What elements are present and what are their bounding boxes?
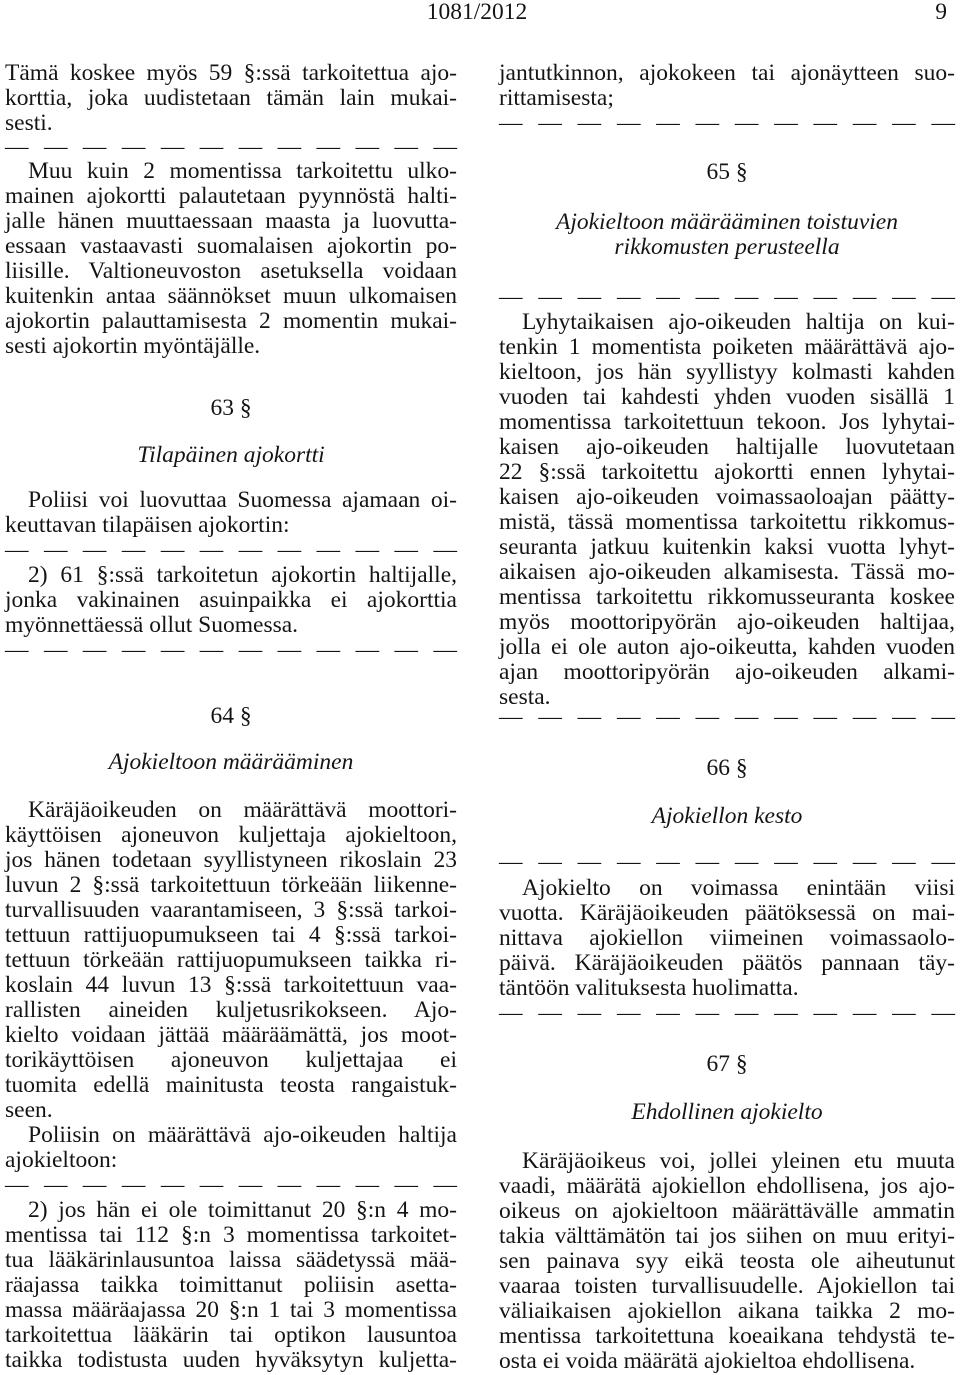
text-line: nittava ajokiellon viimeinen voimassaolo- [499, 924, 955, 951]
text-line: tuomita edellä mainitusta teosta rangaistuk- [5, 1071, 457, 1098]
text-line: takia välttämätön tai jos siihen on muu erityi- [499, 1222, 955, 1249]
section-number: 67 § [706, 1050, 748, 1077]
text-line: tua lääkärinlausuntoa laissa säädetyssä mää- [5, 1246, 457, 1273]
omission-mark: — — — — — — — — — — — — [499, 999, 955, 1026]
paragraph [499, 1149, 955, 1374]
section-title [5, 443, 457, 468]
section-title-line: Ajokieltoon määrääminen toistuvien [555, 208, 898, 235]
text-line: 2) 61 §:ssä tarkoitetun ajokortin haltijalle, [28, 561, 457, 588]
text-line: mentissa tarkoitettu rikkomusseuranta koskee [499, 583, 955, 610]
text-line: koslain 44 luvun 13 §:ssä tarkoitettuun vaa- [5, 971, 457, 998]
section-title [499, 1100, 955, 1125]
text-line: Poliisi voi luovuttaa Suomessa ajamaan oi- [28, 486, 457, 513]
text-line: aikaisen ajo-oikeuden alkamisesta. Tässä mo- [499, 558, 955, 585]
text-line: kaisen ajo-oikeuden voimassaoloajan päätty- [499, 483, 955, 510]
text-line: liisille. Valtioneuvoston asetuksella voidaan [5, 257, 457, 284]
text-line: Käräjäoikeuden on määrättävä moottori- [28, 796, 457, 823]
document-number: 1081/2012 [426, 0, 528, 25]
section-title-line: Ehdollinen ajokielto [631, 1098, 823, 1125]
text-line: taikka todistusta uuden hyväksytyn kuljetta- [5, 1346, 457, 1373]
omission-mark: — — — — — — — — — — — — [5, 1171, 457, 1198]
paragraph [5, 1123, 457, 1173]
text-line: sesta. [499, 683, 551, 710]
text-line: sesti ajokortin myöntäjälle. [5, 332, 261, 359]
paragraph [499, 876, 955, 1001]
text-line: tarkoitettua lääkärin tai optikon lausuntoa [5, 1321, 457, 1348]
text-line: ajokortin palauttamisesta 2 momentin mukai- [5, 307, 457, 334]
list-item [5, 1198, 457, 1373]
text-line: mentissa tarkoitettuna koeaikana tehdystä te- [499, 1322, 955, 1349]
page-number: 9 [935, 0, 947, 25]
text-line: 2) jos hän ei ole toimittanut 20 §:n 4 mo- [28, 1196, 457, 1223]
text-line: vaaraa toisten turvallisuudelle. Ajokiellon tai [499, 1272, 955, 1299]
text-line: jonka vakinainen asuinpaikka ei ajokorttia [5, 586, 457, 613]
text-line: seuranta jatkuu kuitenkin kaksi vuotta lyhyt- [499, 533, 955, 560]
text-line: vuotta. Käräjäoikeuden päätöksessä on mai- [499, 899, 955, 926]
section-number: 64 § [210, 702, 252, 729]
text-line: seen. [5, 1096, 53, 1123]
text-line: luvun 2 §:ssä tarkoitettuun törkeään liikenne- [5, 871, 457, 898]
section-title-line: Tilapäinen ajokortti [137, 441, 325, 468]
text-line: momentissa tarkoitettuun tekoon. Jos lyhytai- [499, 408, 955, 435]
text-line: tettuun törkeään rattijuopumukseen taikka ri- [5, 946, 457, 973]
section-title-line: Ajokiellon kesto [651, 802, 803, 829]
omission-mark: — — — — — — — — — — — — [499, 109, 955, 136]
left-column [5, 0, 457, 1375]
section-number: 65 § [706, 158, 748, 185]
text-line: Tämä koskee myös 59 §:ssä tarkoitettua ajo- [5, 59, 457, 86]
text-line: jalle hänen muuttaessaan maasta ja luovutta- [5, 207, 457, 234]
section-title [5, 750, 457, 775]
paragraph [499, 310, 955, 710]
text-line: päivä. Käräjäoikeuden päätös pannaan täy- [499, 949, 955, 976]
paragraph [5, 798, 457, 1123]
text-line: tenkin 1 momentista poiketen määrättävä ajo- [499, 333, 955, 360]
text-line: tettuun rattijuopumukseen tai 4 §:ssä tarkoi- [5, 921, 457, 948]
paragraph [499, 61, 955, 111]
text-line: jolla ei ole auton ajo-oikeutta, kahden vuoden [499, 633, 955, 660]
text-line: 22 §:ssä tarkoitettu ajokortti ennen lyhytai- [499, 458, 955, 485]
section-title [499, 804, 955, 829]
text-line: keuttavan tilapäisen ajokortin: [5, 511, 290, 538]
text-line: kuitenkin antaa säännökset muun ulkomaisen [5, 282, 457, 309]
text-line: sen painava syy eikä teosta ole aiheutunut [499, 1247, 955, 1274]
text-line: sesti. [5, 109, 53, 136]
omission-mark: — — — — — — — — — — — — [5, 133, 457, 160]
section-title-line: rikkomusten perusteella [614, 233, 840, 260]
text-line: räajassa taikka toimittanut poliisin asetta- [5, 1271, 457, 1298]
text-line: rallisten aineiden kuljetusrikokseen. Ajo- [5, 996, 457, 1023]
text-line: turvallisuuden vaarantamiseen, 3 §:ssä tarkoi- [5, 896, 457, 923]
text-line: mainen ajokortti palautetaan pyynnöstä halti- [5, 182, 457, 209]
text-line: Käräjäoikeus voi, jollei yleinen etu muuta [522, 1147, 955, 1174]
text-line: ajan moottoripyörän ajo-oikeuden alkami- [499, 658, 955, 685]
text-line: Ajokielto on voimassa enintään viisi [522, 874, 955, 901]
paragraph [5, 159, 457, 359]
text-line: kieltoon, jos hän syyllistyy kolmasti kahden [499, 358, 955, 385]
right-column [499, 0, 955, 1375]
paragraph [5, 61, 457, 136]
text-line: myös moottoripyörän ajo-oikeuden haltijaa, [499, 608, 955, 635]
text-line: Poliisin on määrättävä ajo-oikeuden haltija [28, 1121, 457, 1148]
section-number: 63 § [210, 394, 252, 421]
omission-mark: — — — — — — — — — — — — [5, 636, 457, 663]
text-line: Muu kuin 2 momentissa tarkoitettu ulko- [28, 157, 457, 184]
list-item [5, 563, 457, 638]
text-line: väliaikaisen ajokiellon aikana taikka 2 mo- [499, 1297, 955, 1324]
text-line: osta ei voida määrätä ajokieltoa ehdollisena. [499, 1347, 916, 1374]
text-line: jantutkinnon, ajokokeen tai ajonäytteen suo- [499, 59, 955, 86]
section-number: 66 § [706, 754, 748, 781]
text-line: käyttöisen ajoneuvon kuljettaja ajokieltoon, [5, 821, 457, 848]
text-line: rittamisesta; [499, 84, 614, 111]
text-line: vuoden tai kahdesti yhden vuoden sisällä 1 [499, 383, 955, 410]
text-line: jos hänen todetaan syyllistyneen rikoslain 23 [5, 846, 457, 873]
paragraph [5, 488, 457, 538]
text-line: ajokieltoon: [5, 1146, 118, 1173]
section-title-line: Ajokieltoon määrääminen [108, 748, 354, 775]
text-line: korttia, joka uudistetaan tämän lain mukai- [5, 84, 457, 111]
text-line: Lyhytaikaisen ajo-oikeuden haltija on kui- [522, 308, 955, 335]
omission-mark: — — — — — — — — — — — — [499, 704, 955, 730]
omission-mark: — — — — — — — — — — — — [499, 283, 955, 310]
text-line: oikeus on ajokieltoon määrättävälle ammatin [499, 1197, 955, 1224]
text-line: täntöön valituksesta huolimatta. [499, 974, 799, 1001]
text-line: vaadi, määrätä ajokiellon ehdollisena, jos ajo- [499, 1172, 955, 1199]
text-line: essaan vastaavasti suomalaisen ajokortin po- [5, 232, 457, 259]
text-line: kielto voidaan jättää määräämättä, jos moot- [5, 1021, 457, 1048]
section-title [499, 210, 955, 260]
text-line: mistä, tässä momentissa tarkoitettu rikkomus- [499, 508, 955, 535]
text-line: torikäyttöisen ajoneuvon kuljettajaa ei [5, 1046, 457, 1073]
text-line: myönnettäessä ollut Suomessa. [5, 611, 299, 638]
text-line: kaisen ajo-oikeuden haltijalle luovutetaan [499, 433, 955, 460]
omission-mark: — — — — — — — — — — — — [499, 848, 955, 875]
omission-mark: — — — — — — — — — — — — [5, 536, 457, 563]
text-line: mentissa tai 112 §:n 3 momentissa tarkoitet- [5, 1221, 457, 1248]
text-line: massa määräajassa 20 §:n 1 tai 3 momentissa [5, 1296, 457, 1323]
